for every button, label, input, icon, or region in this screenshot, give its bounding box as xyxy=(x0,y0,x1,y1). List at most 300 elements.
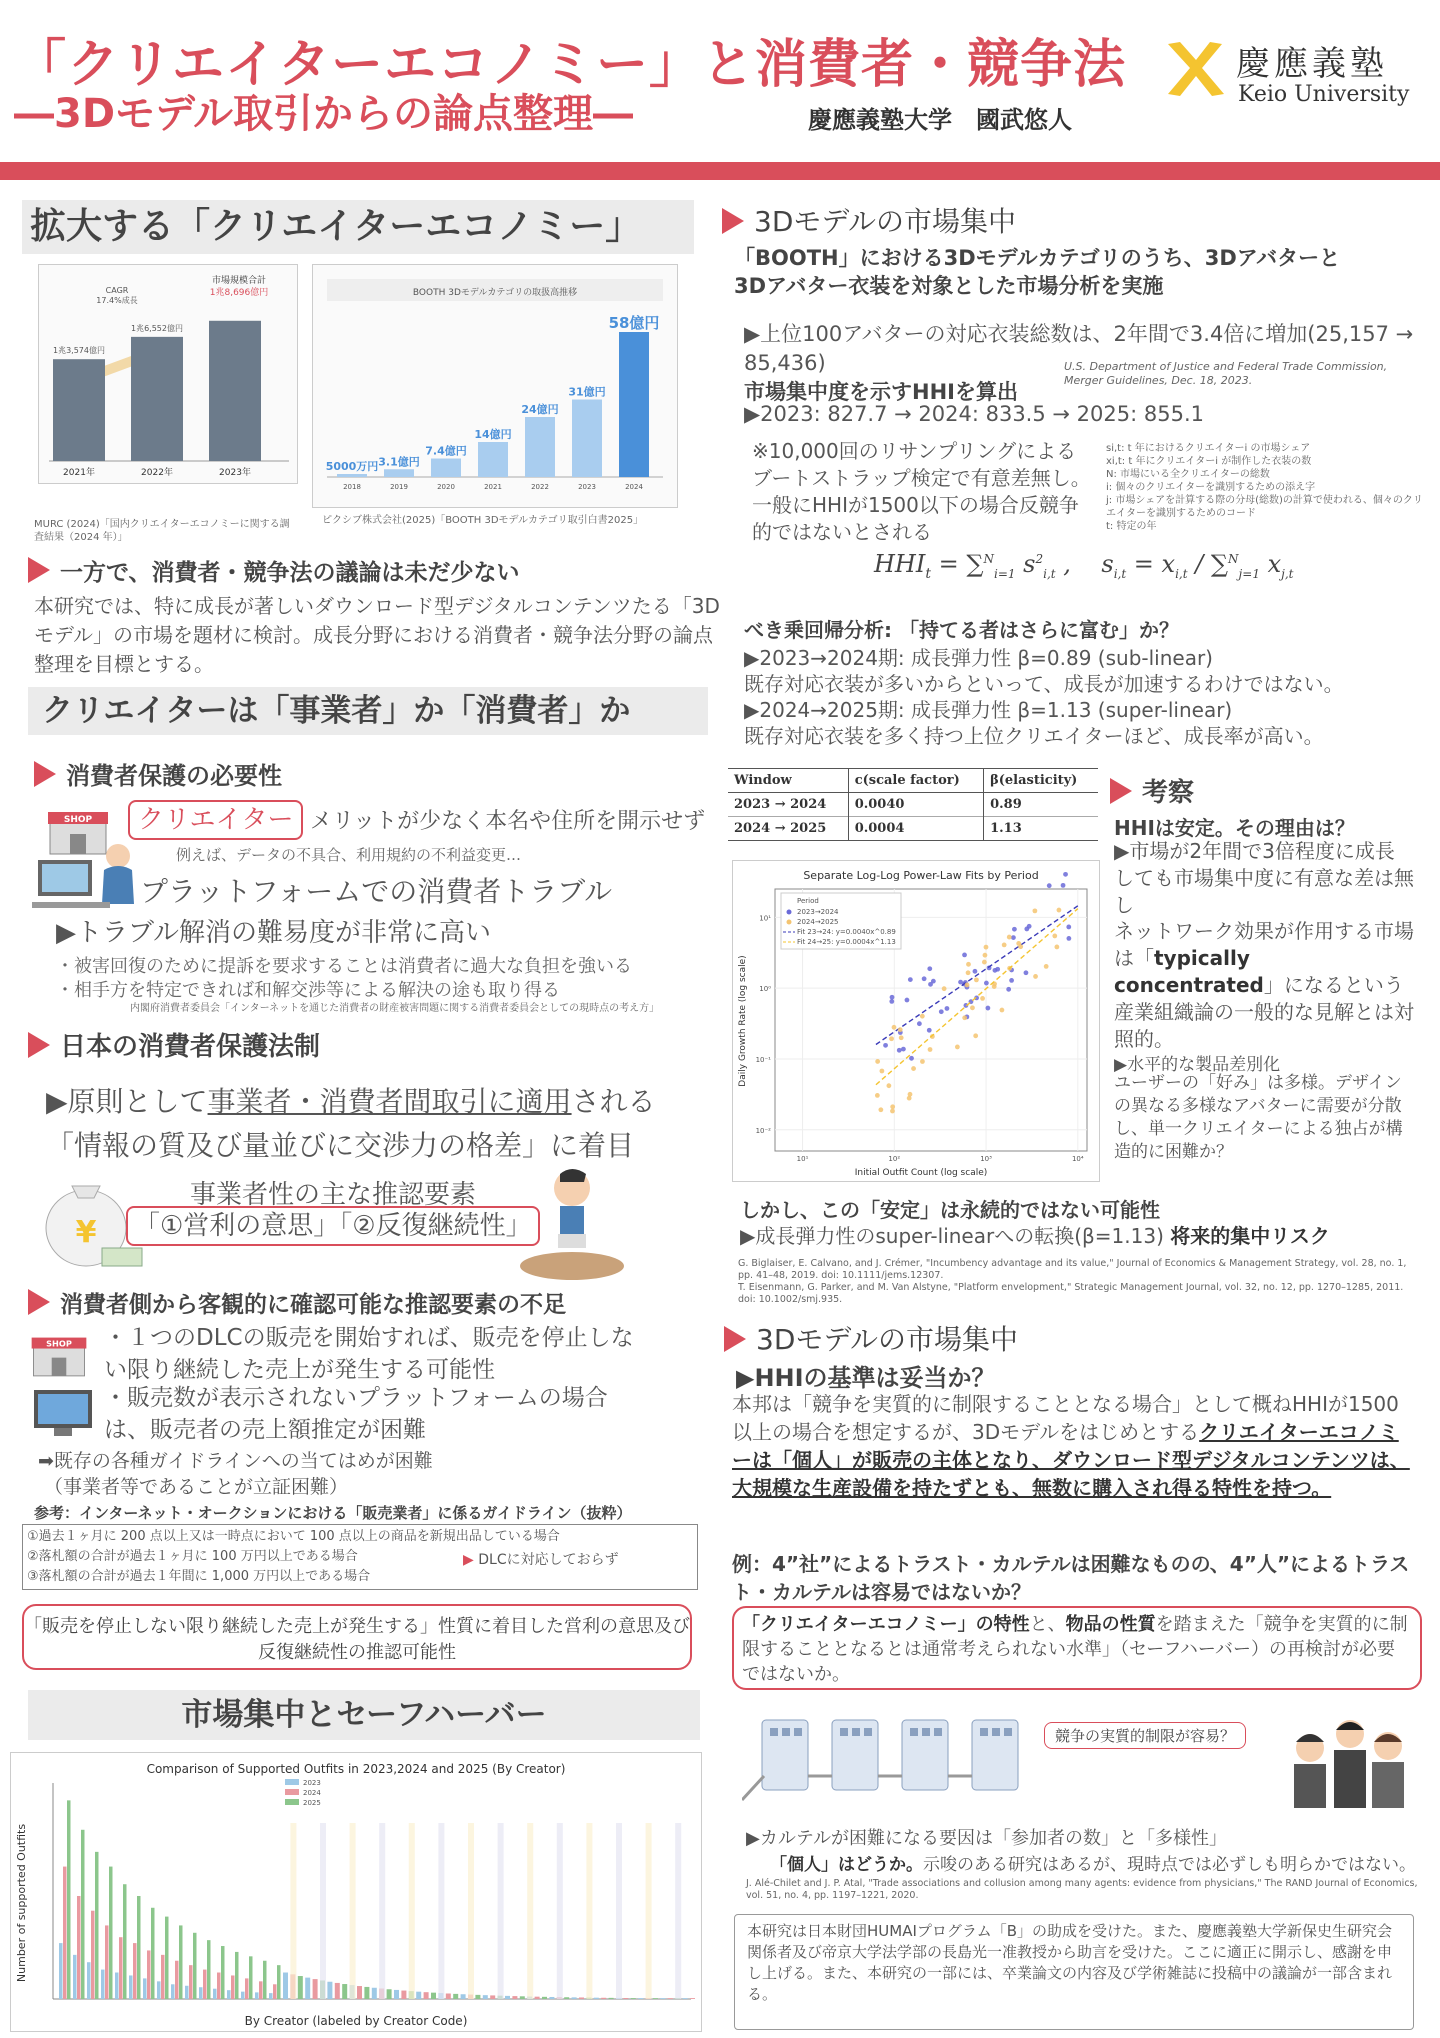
table-cell: 0.89 xyxy=(984,793,1098,817)
market-subtitle: 「BOOTH」における3Dモデルカテゴリのうち、3Dアバターと3Dアバター衣装を対象とした市場分析を実施 xyxy=(734,246,1341,298)
scatter-point xyxy=(1024,927,1029,932)
heading-lack: 消費者側から客観的に確認可能な推認要素の不足 xyxy=(28,1286,566,1319)
bullet-1: ・被害回復のために提訴を要求することは消費者に過大な負担を強いる xyxy=(56,956,632,977)
logo-en: Keio University xyxy=(1238,82,1410,107)
scatter-xtick: 10³ xyxy=(980,1155,992,1163)
booth-sales-value: 58億円 xyxy=(608,314,660,332)
ref-item-1: ①過去１ヶ月に 200 点以上又は一時点において 100 点以上の商品を新規出品している場合 xyxy=(27,1529,560,1544)
outfit-bar-2025 xyxy=(193,1933,197,1999)
scatter-point xyxy=(1002,943,1007,948)
chart3-legend-swatch xyxy=(285,1799,299,1805)
scatter-point xyxy=(984,981,989,986)
booth-sales-value: 24億円 xyxy=(521,403,559,416)
intro-paragraph: 本研究では、特に成長が著しいダウンロード型デジタルコンテンツたる「3Dモデル」の市場を題材に検討。成長分野における消費者・競争法分野の論点整理を目標とする。 xyxy=(34,594,720,676)
market-size-year: 2023年 xyxy=(219,468,251,478)
logo-jp: 慶應義塾 xyxy=(1236,44,1388,84)
outfit-bar-2024 xyxy=(91,1911,95,1999)
outfit-tail-bar xyxy=(387,1989,392,1999)
consider-3b: typically concentrated xyxy=(1114,946,1264,997)
scatter-point xyxy=(1063,872,1068,877)
chart2-title: BOOTH 3Dモデルカテゴリの取扱高推移 xyxy=(412,288,578,298)
scatter-point xyxy=(907,1096,912,1101)
company-buildings-svg xyxy=(742,1716,1042,1812)
outfit-bar-2023 xyxy=(269,1993,273,1999)
heading-consider: 考察 xyxy=(1110,772,1194,809)
outfit-bar-2025 xyxy=(81,1830,85,1999)
scatter-point xyxy=(1018,944,1023,949)
outfit-band xyxy=(675,1823,681,1999)
table-cell: 0.0004 xyxy=(848,817,983,841)
booth-sales-value: 31億円 xyxy=(568,385,606,399)
outfit-tail-bar xyxy=(490,1995,495,1999)
chart-loglog-scatter xyxy=(732,860,1100,1182)
booth-sales-bar xyxy=(572,400,602,478)
outfit-bar-2023 xyxy=(241,1992,245,1999)
box-part-c: 物品の性質 xyxy=(1065,1614,1156,1635)
legend-entry: 2023→2024 xyxy=(797,908,839,916)
outfit-band xyxy=(586,1823,592,1999)
legend-entry: 2024→2025 xyxy=(797,918,839,926)
scatter-point xyxy=(922,976,927,981)
outfit-bar-2025 xyxy=(235,1952,239,1999)
outfit-tail-bar xyxy=(594,1998,599,1999)
outfit-tail-bar xyxy=(542,1997,547,1999)
hhi-values: ▶2023: 827.7 → 2024: 833.5 → 2025: 855.1 xyxy=(744,402,1204,426)
outfit-bar-2025 xyxy=(263,1961,267,1999)
scatter-point xyxy=(901,1047,906,1052)
outfit-band xyxy=(616,1823,622,1999)
table-header: Window xyxy=(734,773,792,788)
scatter-point xyxy=(942,986,947,991)
outfit-tail-bar xyxy=(342,1984,347,1999)
business-people-svg xyxy=(1280,1712,1416,1812)
consider-4: ▶水平的な製品差別化 xyxy=(1114,1055,1281,1075)
platform-trouble: プラットフォームでの消費者トラブル xyxy=(140,875,613,908)
chart-market-size-svg xyxy=(39,265,297,483)
heading-market-2: 3Dモデルの市場集中 xyxy=(724,1318,1018,1358)
hhi-paragraph xyxy=(732,1390,1414,1502)
outfit-bar-2025 xyxy=(165,1917,169,1999)
svg-text:¥: ¥ xyxy=(75,1215,97,1250)
scatter-point xyxy=(905,998,910,1003)
consider-3 xyxy=(1114,918,1414,1053)
scatter-legend xyxy=(781,893,901,949)
scatter-point xyxy=(927,966,932,971)
market-size-value: 1兆3,574億円 xyxy=(53,346,105,356)
booth-sales-year: 2023 xyxy=(578,483,596,491)
law-underlined: 事業者・消費者間取引に適用 xyxy=(207,1085,572,1118)
table-cell: 0.0040 xyxy=(848,793,983,817)
scatter-point xyxy=(1007,935,1012,940)
scatter-point xyxy=(879,1069,884,1074)
booth-sales-bar xyxy=(478,442,508,477)
scatter-point xyxy=(945,1006,950,1011)
box-part-b: と、 xyxy=(1029,1614,1066,1635)
legend-marker xyxy=(787,920,792,925)
outfit-tail-bar xyxy=(505,1996,510,1999)
cartel-example: 例：4”社”によるトラスト・カルテルは困難なものの、4”人”によるトラスト・カルテルは容易ではないか？ xyxy=(732,1552,1410,1604)
outfit-tail-bar xyxy=(623,1998,628,1999)
scatter-point xyxy=(928,1047,933,1052)
consider-3c: 」になるという産業組織論の一般的な見解とは対照的。 xyxy=(1114,973,1414,1051)
outfit-bar-2023 xyxy=(101,1970,105,1999)
scatter-point xyxy=(970,1005,975,1010)
reference-a: G. Biglaiser, E. Calvano, and J. Crémer, "Incumbency advantage and its value," Journal of Economics & Management Strategy, vol. 28, no. 1, pp. 41–48, 2019. doi: 10.1111/jems.12307. xyxy=(738,1258,1407,1281)
scatter-point xyxy=(955,1045,960,1050)
person-at-computer-svg xyxy=(30,840,140,914)
booth-sales-value: 5000万円 xyxy=(325,460,379,473)
market-size-year: 2022年 xyxy=(141,468,173,478)
outfit-bar-2023 xyxy=(171,1984,175,1999)
scatter-point xyxy=(928,982,933,987)
def-4: i: 個々のクリエイターを識別するための添え字 xyxy=(1106,482,1316,493)
legend-entry: Fit 23→24: y=0.0040x^0.89 xyxy=(797,928,896,936)
shop-sign: SHOP xyxy=(63,815,93,825)
scatter-ytick: 10⁻² xyxy=(755,1126,771,1135)
scatter-point xyxy=(927,1028,932,1033)
market-point-1: ▶上位100アバターの対応衣装総数は、2年間で3.4倍に増加(25,157 → 85,436) xyxy=(744,322,1414,375)
regression-title: べき乗回帰分析: 「持てる者はさらに富む」か？ xyxy=(744,618,1179,642)
shop-icon-2 xyxy=(28,1328,90,1380)
consider-1: HHIは安定。その理由は？ xyxy=(1114,816,1355,840)
outfit-bar-2025 xyxy=(277,1965,281,1999)
section-title-expanding: 拡大する「クリエイターエコノミー」 xyxy=(22,200,694,254)
trouble-hard: ▶トラブル解消の難易度が非常に高い xyxy=(56,918,491,948)
outfit-bar-2024 xyxy=(273,1984,277,1999)
outfit-band xyxy=(468,1823,474,1999)
scatter-point xyxy=(890,995,895,1000)
cao-caption: 内閣府消費者委員会「インターネットを通じた消費者の財産被害問題に関する消費者委員会としての現時点の考え方」 xyxy=(130,1003,660,1014)
outfit-bar-2024 xyxy=(231,1975,235,1999)
scatter-point xyxy=(1000,1008,1005,1013)
outfit-bar-2024 xyxy=(147,1950,151,1999)
chart-loglog-scatter-svg xyxy=(733,861,1099,1181)
table-cell: 2023 → 2024 xyxy=(734,797,827,812)
doj-ref: U.S. Department of Justice and Federal Trade Commission, Merger Guidelines, Dec. 18, 2023. xyxy=(1064,360,1388,387)
regression-2-note: 既存対応衣装を多く持つ上位クリエイターほど、成長率が高い。 xyxy=(744,724,1324,748)
person-at-computer-icon xyxy=(30,840,140,914)
outfit-bar-2025 xyxy=(151,1908,155,1999)
outfit-bar-2024 xyxy=(161,1955,165,1999)
scatter-point xyxy=(1047,883,1052,888)
outfit-band xyxy=(438,1823,444,1999)
outfit-bar-2025 xyxy=(123,1884,127,1999)
chart3-legend-label: 2023 xyxy=(303,1779,321,1787)
outfit-tail-bar xyxy=(431,1993,436,1999)
outfit-bar-2023 xyxy=(143,1978,147,1999)
poster-subtitle: ―3Dモデル取引からの論点整理― xyxy=(14,91,634,137)
outfit-tail-bar xyxy=(579,1997,584,1999)
outfit-tail-bar xyxy=(483,1995,488,1999)
outfit-bar-2024 xyxy=(77,1896,81,1999)
table-row xyxy=(728,817,1098,841)
legend-marker xyxy=(787,910,792,915)
scatter-title: Separate Log-Log Power-Law Fits by Period xyxy=(803,869,1039,882)
table-cell: 1.13 xyxy=(984,817,1098,841)
outfit-tail-bar xyxy=(461,1994,466,1999)
outfit-tail-bar xyxy=(475,1995,480,1999)
bootstrap-note: ※10,000回のリサンプリングによるブートストラップ検定で有意差無し。一般にHHIが1500以下の場合反競争的ではないとされる xyxy=(752,439,1091,544)
outfit-bar-2025 xyxy=(207,1940,211,1999)
however: しかし、この「安定」は永続的ではない可能性 xyxy=(740,1198,1160,1222)
scatter-ylabel: Daily Growth Rate (log scale) xyxy=(738,955,748,1087)
scatter-point xyxy=(878,1107,883,1112)
heading-market: 3Dモデルの市場集中 xyxy=(722,200,1016,240)
def-5: j: 市場シェアを計算する際の分母(総数)の計算で使われる、個々のクリエイターを識別するためのコード xyxy=(1106,495,1423,519)
outfit-tail-bar xyxy=(446,1993,451,1999)
def-1: si,t: t 年におけるクリエイターi の市場シェア xyxy=(1106,443,1311,454)
outfit-band xyxy=(557,1823,563,1999)
outfit-band xyxy=(498,1823,504,1999)
law-pre: ▶原則として xyxy=(46,1085,208,1118)
outfit-bar-2023 xyxy=(129,1975,133,1999)
ref-box xyxy=(22,1524,698,1590)
scatter-xtick: 10² xyxy=(888,1155,901,1163)
chart2-caption: ピクシブ株式会社(2025)「BOOTH 3Dモデルカテゴリ取引白書2025」 xyxy=(322,515,644,526)
safe-harbor-box xyxy=(732,1606,1422,1690)
company-buildings-icon xyxy=(742,1716,1042,1812)
scatter-point xyxy=(875,1059,880,1064)
outfit-bar-2025 xyxy=(179,1925,183,1999)
scatter-point xyxy=(908,977,913,982)
outfit-tail-bar xyxy=(638,1998,643,1999)
regression-1-note: 既存対応衣装が多いからといって、成長が加速するわけではない。 xyxy=(744,672,1344,696)
legend-title: Period xyxy=(797,897,819,905)
outfit-bar-2025 xyxy=(221,1946,225,1999)
scatter-point xyxy=(962,1015,967,1020)
consider-2: ▶市場が2年間で3倍程度に成長しても市場集中度に有意な差は無し xyxy=(1114,839,1414,917)
ref-note-arrow: ▶ xyxy=(463,1552,474,1568)
scatter-point xyxy=(890,1104,895,1109)
scatter-point xyxy=(875,1093,880,1098)
scatter-point xyxy=(1057,908,1062,913)
booth-sales-bar xyxy=(619,332,649,477)
outfit-bar-2024 xyxy=(245,1978,249,1999)
booth-sales-year: 2019 xyxy=(390,483,408,491)
outfit-tail-bar xyxy=(564,1997,569,1999)
market-size-year: 2021年 xyxy=(63,468,95,478)
def-6: t: 特定の年 xyxy=(1106,521,1157,532)
outfit-tail-bar xyxy=(401,1991,406,1999)
outfit-band xyxy=(646,1823,652,1999)
chart3-legend-label: 2024 xyxy=(303,1789,321,1797)
market-size-bar xyxy=(209,321,261,461)
scatter-point xyxy=(899,1035,904,1040)
scatter-point xyxy=(973,969,978,974)
creator-tag: クリエイター xyxy=(128,800,303,840)
factor-title: 事業者性の主な推認要素 xyxy=(190,1180,477,1210)
scatter-point xyxy=(1033,974,1038,979)
individual-note xyxy=(770,1850,1416,1875)
scatter-point xyxy=(965,983,970,988)
outfit-bar-2025 xyxy=(109,1867,113,1999)
total-value: 1兆8,696億円 xyxy=(209,288,269,298)
outfit-bar-2023 xyxy=(87,1962,91,1999)
definitions xyxy=(1106,442,1426,533)
box-part-a: 「クリエイターエコノミー」の特性 xyxy=(742,1614,1030,1635)
scatter-point xyxy=(1012,927,1017,932)
scatter-point xyxy=(984,945,989,950)
shop-sign-2: SHOP xyxy=(46,1338,72,1349)
guideline-2: （事業者等であることが立証困難） xyxy=(44,1476,349,1498)
outfit-tail-bar xyxy=(690,1998,695,1999)
hhi-paragraph-1: 本邦は「競争を実質的に制限することとなる場合」として概ねHHIが1500以上の場合を想定するが、3Dモデルをはじめとする xyxy=(732,1392,1399,1444)
chart-booth-sales xyxy=(312,264,678,508)
scatter-point xyxy=(1006,987,1011,992)
conclusion-box: 「販売を停止しない限り継続した売上が発生する」性質に着目した営利の意思及び反復継続性の推認可能性 xyxy=(22,1604,692,1670)
scatter-point xyxy=(962,952,967,957)
outfit-bar-2023 xyxy=(59,1943,63,1999)
lack-1: ・１つのDLCの販売を開始すれば、販売を停止しない限り継続した売上が発生する可能性 xyxy=(104,1325,634,1383)
scatter-point xyxy=(890,1109,895,1114)
scatter-point xyxy=(973,1033,978,1038)
heading-protection: 消費者保護の必要性 xyxy=(34,756,282,791)
scatter-point xyxy=(966,962,971,967)
chart3-ylabel: Number of supported Outfits xyxy=(15,1823,28,1983)
scatter-point xyxy=(886,1083,891,1088)
scatter-point xyxy=(892,1025,897,1030)
outfit-tail-bar xyxy=(601,1998,606,1999)
outfit-tail-bar xyxy=(683,1998,688,1999)
outfit-bar-2023 xyxy=(213,1989,217,1999)
scatter-point xyxy=(897,1048,902,1053)
chart1-caption: MURC (2024)「国内クリエイターエコノミーに関する調査結果（2024 年）」 xyxy=(34,519,290,543)
scatter-point xyxy=(898,1027,903,1032)
ref-title: 参考：インターネット・オークションにおける「販売業者」に係るガイドライン（抜粋） xyxy=(34,1504,632,1522)
def-3: N: 市場にいる全クリエイターの総数 xyxy=(1106,469,1270,480)
heading-discussion: 一方で、消費者・競争法の議論は未だ少ない xyxy=(28,554,520,587)
acknowledgement: 本研究は日本財団HUMAIプログラム「B」の助成を受けた。また、慶應義塾大学新保史生研究会関係者及び帝京大学法学部の長島光一准教授から助言を受けた。ここに適正に開示し、感謝を申し上げる。また、本研究の一部には、卒業論文の内容及び学術雑誌に投稿中の議論が一部含まれる。 xyxy=(734,1914,1414,2030)
booth-sales-bar xyxy=(431,459,461,478)
total-label: 市場規模合計 xyxy=(211,276,267,286)
cartel-factors: ▶カルテルが困難になる要因は「参加者の数」と「多様性」 xyxy=(746,1828,1227,1849)
outfit-bar-2025 xyxy=(249,1956,253,1999)
booth-sales-bar xyxy=(384,469,414,477)
outfit-tail-bar xyxy=(660,1998,665,1999)
hhi-question: ▶HHIの基準は妥当か？ xyxy=(736,1364,996,1392)
scatter-ytick: 10¹ xyxy=(759,914,771,923)
example-text: 例えば、データの不具合、利用規約の不利益変更… xyxy=(176,846,522,864)
market-size-value: 1兆6,552億円 xyxy=(131,323,183,333)
outfit-tail-bar xyxy=(394,1990,399,1999)
chart3-legend-label: 2025 xyxy=(303,1799,321,1807)
outfit-tail-bar xyxy=(283,1973,288,1999)
booth-sales-value: 3.1億円 xyxy=(378,455,420,469)
regression-1: ▶2023→2024期: 成長弾力性 β=0.89 (sub-linear) xyxy=(744,646,1213,670)
outfit-tail-bar xyxy=(535,1997,540,1999)
hhi-calc: 市場集中度を示すHHIを算出 xyxy=(744,380,1018,404)
outfit-tail-bar xyxy=(305,1978,310,1999)
outfit-tail-bar xyxy=(416,1992,421,1999)
outfit-bar-2024 xyxy=(105,1925,109,1999)
outfit-bar-2024 xyxy=(119,1937,123,1999)
outfit-bar-2023 xyxy=(185,1986,189,1999)
scatter-point xyxy=(985,1006,990,1011)
booth-sales-value: 14億円 xyxy=(474,428,512,441)
consider-5: ユーザーの「好み」は多様。デザインの異なる多様なアバターに需要が分散し、単一クリエイターによる独占が構造的に困難か？ xyxy=(1114,1073,1403,1162)
scatter-point xyxy=(920,1014,925,1019)
outfit-bar-2023 xyxy=(255,1992,259,1999)
risk-pre: ▶成長弾力性のsuper-linearへの転換(β=1.13) xyxy=(740,1224,1171,1248)
scatter-point xyxy=(1061,883,1066,888)
chart3-legend-swatch xyxy=(285,1779,299,1785)
outfit-tail-bar xyxy=(609,1998,614,1999)
outfit-bar-2023 xyxy=(115,1973,119,1999)
cagr-value: 17.4%成長 xyxy=(96,296,138,305)
scatter-point xyxy=(917,1021,922,1026)
bullet-2: ・相手方を特定できれば和解交渉等による解決の途も取り得る xyxy=(56,980,560,1001)
booth-sales-bar xyxy=(337,474,367,477)
outfit-tail-bar xyxy=(357,1986,362,1999)
outfit-tail-bar xyxy=(520,1996,525,1999)
chart3-title: Comparison of Supported Outfits in 2023,2024 and 2025 (By Creator) xyxy=(146,1762,566,1776)
outfit-bar-2023 xyxy=(157,1981,161,1999)
booth-sales-year: 2018 xyxy=(343,483,361,491)
outfit-tail-bar xyxy=(653,1998,658,1999)
table-header: c(scale factor) xyxy=(848,769,983,793)
outfit-band xyxy=(409,1823,415,1999)
scatter-ytick: 10⁻¹ xyxy=(755,1055,771,1064)
outfit-band xyxy=(379,1823,385,1999)
ref-item-3: ③落札額の合計が過去１年間に 1,000 万円以上である場合 xyxy=(27,1569,371,1584)
computer-icon xyxy=(28,1386,98,1442)
scatter-point xyxy=(911,1066,916,1071)
outfit-tail-bar xyxy=(549,1997,554,1999)
outfit-bar-2025 xyxy=(95,1852,99,1999)
business-people-icon xyxy=(1280,1712,1416,1812)
chart-supported-outfits xyxy=(10,1752,702,2032)
heading-law: 日本の消費者保護法制 xyxy=(28,1026,320,1063)
poster-title: 「クリエイターエコノミー」と消費者・競争法 xyxy=(14,35,1126,95)
outfit-bar-2024 xyxy=(63,1867,67,1999)
law-line-2: 「情報の質及び量並びに交渉力の格差」に着目 xyxy=(46,1129,635,1162)
hhi-formula: $HHI_t = \sum^N_{i=1}$ $s^2_{i,t}$ , $s_{i,t} = x_{i,t} / \sum^N_{j=1}$ $x_{j,t}$ xyxy=(874,550,1294,582)
outfit-bar-2023 xyxy=(73,1955,77,1999)
outfit-tail-bar xyxy=(424,1992,429,1999)
table-header-row xyxy=(728,769,1098,793)
booth-sales-year: 2022 xyxy=(531,483,549,491)
law-line-1 xyxy=(46,1080,656,1120)
outfit-tail-bar xyxy=(335,1983,340,1999)
scatter-point xyxy=(1024,970,1029,975)
scatter-fit-line xyxy=(876,906,1078,1045)
scatter-point xyxy=(883,1043,888,1048)
scatter-point xyxy=(1009,978,1014,983)
section-title-concentration: 市場集中とセーフハーバー xyxy=(28,1690,700,1740)
scatter-point xyxy=(980,996,985,1001)
outfit-bar-2024 xyxy=(133,1943,137,1999)
law-post: される xyxy=(571,1085,656,1118)
ref-item-2: ②落札額の合計が過去１ヶ月に 100 万円以上である場合 xyxy=(27,1549,358,1564)
factor-values: 「①営利の意思」「②反復継続性」 xyxy=(126,1206,540,1246)
outfit-band xyxy=(290,1823,296,1999)
outfit-tail-bar xyxy=(572,1997,577,1999)
scatter-point xyxy=(966,970,971,975)
scatter-point xyxy=(995,967,1000,972)
outfit-tail-bar xyxy=(453,1994,458,1999)
consider-3a: ネットワーク効果が作用する市場は「 xyxy=(1114,919,1414,970)
outfit-bar-2024 xyxy=(217,1973,221,1999)
booth-sales-bar xyxy=(525,417,555,477)
outfit-bar-2024 xyxy=(203,1970,207,1999)
scatter-point xyxy=(939,1009,944,1014)
ref-note-text: DLCに対応しておらず xyxy=(478,1552,619,1568)
scatter-point xyxy=(1044,964,1049,969)
chart-booth-sales-svg xyxy=(313,265,677,507)
outfit-band xyxy=(320,1823,326,1999)
guideline-1: ➡既存の各種ガイドラインへの当てはめが困難 xyxy=(38,1450,433,1472)
table-cell: 2024 → 2025 xyxy=(734,821,827,836)
